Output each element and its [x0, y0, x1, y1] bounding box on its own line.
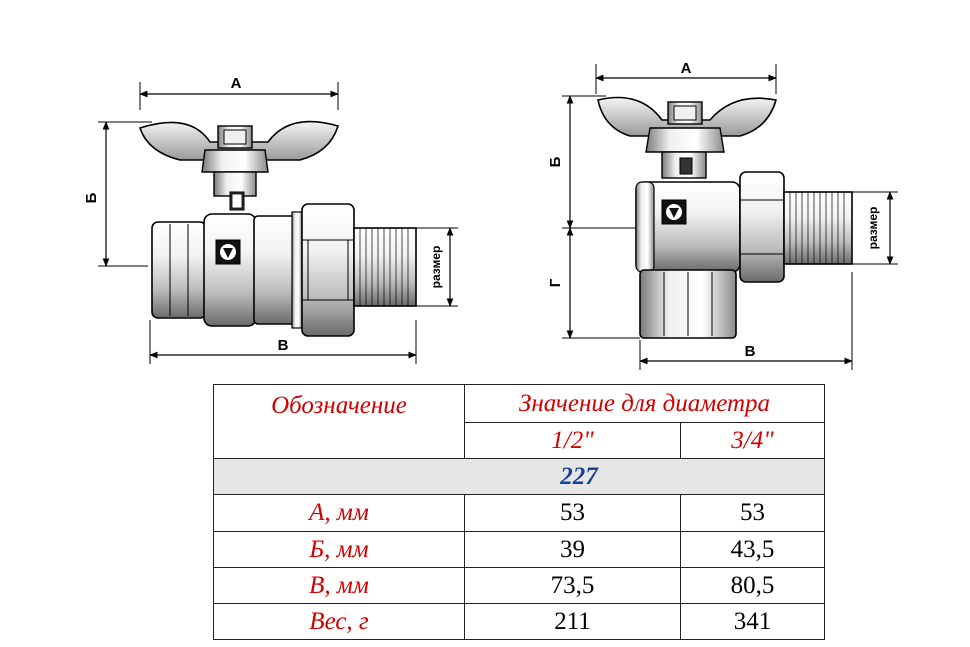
cell-value: 39 — [465, 531, 681, 567]
right-dim-b: Б — [547, 156, 564, 168]
cell-value: 53 — [681, 495, 825, 531]
left-dim-razmer: размер — [429, 245, 443, 289]
size-col-2: 3/4" — [681, 423, 825, 459]
size-col-1: 1/2" — [465, 423, 681, 459]
left-valve-view — [83, 75, 458, 364]
cell-value: 341 — [681, 603, 825, 639]
row-label: Вес, г — [214, 603, 465, 639]
right-dim-a: A — [680, 60, 692, 77]
left-dim-a: A — [230, 75, 242, 92]
table-row — [214, 495, 825, 531]
header-values: Значение для диаметра — [465, 385, 825, 423]
table-row — [214, 531, 825, 567]
cell-value: 211 — [465, 603, 681, 639]
cell-value: 53 — [465, 495, 681, 531]
header-designation: Обозначение — [214, 385, 465, 459]
cell-value: 43,5 — [681, 531, 825, 567]
cell-value: 80,5 — [681, 567, 825, 603]
right-valve-view — [547, 60, 898, 370]
cell-value: 73,5 — [465, 567, 681, 603]
right-dim-v: B — [744, 343, 756, 360]
left-dim-v: B — [277, 337, 289, 354]
left-dim-b: Б — [83, 192, 100, 204]
row-label: Б, мм — [214, 531, 465, 567]
spec-table — [213, 384, 825, 640]
row-label: В, мм — [214, 567, 465, 603]
table-row — [214, 603, 825, 639]
model-number: 227 — [214, 459, 825, 495]
right-dim-g: Г — [547, 278, 564, 288]
table-row — [214, 567, 825, 603]
row-label: А, мм — [214, 495, 465, 531]
right-dim-razmer: размер — [866, 206, 880, 250]
